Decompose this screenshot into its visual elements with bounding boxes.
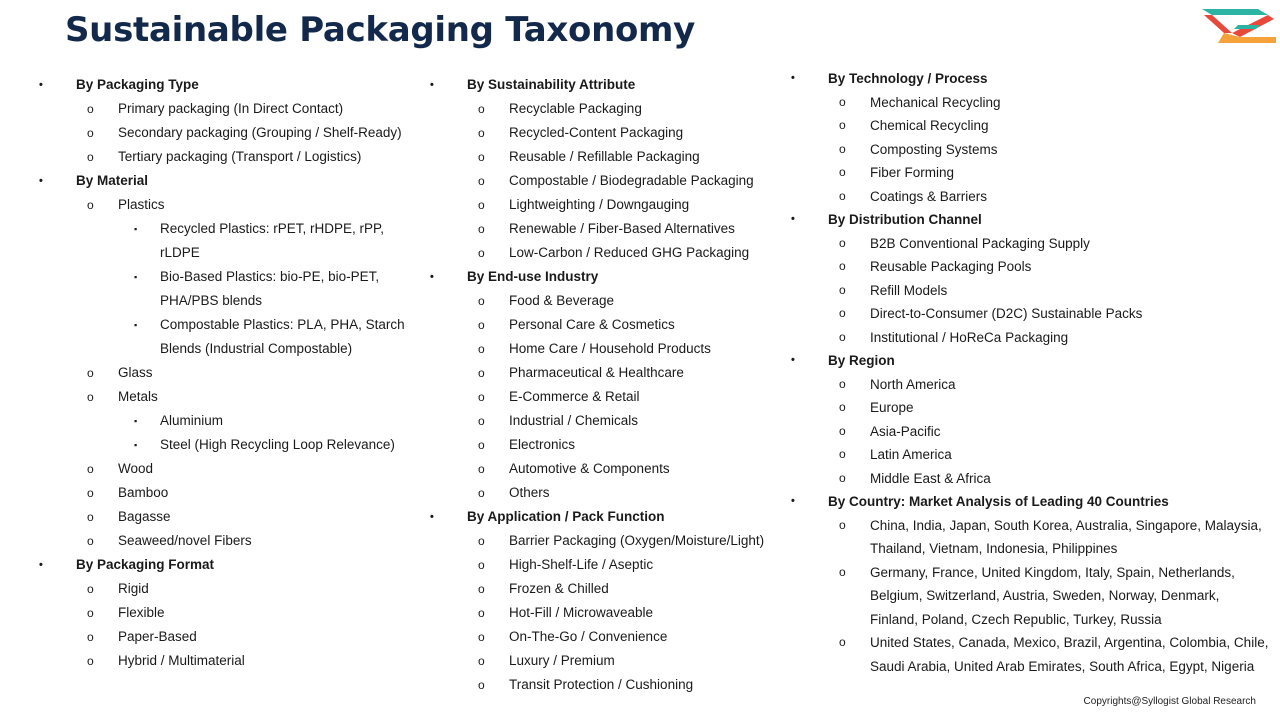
category-heading	[429, 505, 774, 529]
bullet-icon: o	[87, 582, 94, 596]
category-item	[790, 373, 1270, 397]
bullet-icon: o	[478, 174, 485, 188]
page-title: Sustainable Packaging Taxonomy	[65, 10, 696, 50]
category-heading-label: By Material	[76, 173, 149, 188]
taxonomy-column-3	[790, 67, 1270, 678]
category-item-label: Chemical Recycling	[870, 118, 989, 133]
category-item	[790, 255, 1270, 279]
bullet-icon: o	[478, 126, 485, 140]
category-item	[38, 385, 418, 409]
category-subitem	[38, 313, 418, 361]
bullet-icon: o	[839, 118, 846, 132]
category-subitem-label: Compostable Plastics: PLA, PHA, Starch Blends (Industrial Compostable)	[160, 317, 405, 356]
bullet-icon: ▪	[134, 224, 138, 234]
category-item	[429, 289, 774, 313]
category-heading-label: By Technology / Process	[828, 71, 988, 86]
category-heading-label: By Packaging Format	[76, 557, 215, 572]
bullet-icon: o	[478, 246, 485, 260]
bullet-icon: o	[478, 294, 485, 308]
category-item	[429, 553, 774, 577]
category-item	[429, 121, 774, 145]
category-item	[38, 145, 418, 169]
bullet-icon: o	[87, 102, 94, 116]
category-item-label: Secondary packaging (Grouping / Shelf-Ready)	[118, 125, 402, 140]
taxonomy-column-1	[38, 73, 418, 673]
category-item-label: Plastics	[118, 197, 165, 212]
category-heading	[790, 208, 1270, 232]
bullet-icon: •	[791, 72, 795, 84]
bullet-icon: o	[478, 582, 485, 596]
company-logo	[1198, 3, 1280, 51]
category-item	[38, 457, 418, 481]
category-item	[429, 457, 774, 481]
bullet-icon: o	[478, 654, 485, 668]
taxonomy-column-2	[429, 73, 774, 697]
bullet-icon: o	[87, 486, 94, 500]
category-item-label: China, India, Japan, South Korea, Australia, Singapore, Malaysia, Thailand, Vietnam, Indonesia, Philippines	[870, 517, 1262, 556]
bullet-icon: o	[87, 462, 94, 476]
category-heading-label: By Distribution Channel	[828, 212, 982, 227]
bullet-icon: o	[839, 564, 846, 579]
bullet-icon: o	[87, 126, 94, 140]
category-item	[429, 217, 774, 241]
category-item-label: Reusable Packaging Pools	[870, 259, 1032, 274]
category-item-label: Germany, France, United Kingdom, Italy, Spain, Netherlands, Belgium, Switzerland, Austria, Sweden, Norway, Denmark, Finland, Poland, Czech Republic, Turkey, Russia	[870, 564, 1235, 627]
category-item-label: Reusable / Refillable Packaging	[509, 149, 700, 164]
category-item	[38, 649, 418, 673]
category-item	[429, 577, 774, 601]
category-item	[429, 313, 774, 337]
category-item-label: Food & Beverage	[509, 293, 615, 308]
category-item	[38, 97, 418, 121]
bullet-icon: o	[87, 198, 94, 212]
category-item-label: United States, Canada, Mexico, Brazil, Argentina, Colombia, Chile, Saudi Arabia, United Arab Emirates, South Africa, Egypt, Nigeria	[870, 635, 1269, 674]
category-subitem-label: Aluminium	[160, 413, 224, 428]
category-heading-label: By Country: Market Analysis of Leading 40 Countries	[828, 494, 1169, 509]
category-heading-label: By Sustainability Attribute	[467, 77, 636, 92]
category-item	[429, 241, 774, 265]
category-item	[429, 337, 774, 361]
category-item-label: Seaweed/novel Fibers	[118, 533, 252, 548]
bullet-icon: o	[87, 630, 94, 644]
category-item	[429, 625, 774, 649]
category-item-label: Barrier Packaging (Oxygen/Moisture/Light)	[509, 533, 765, 548]
category-item	[429, 97, 774, 121]
category-item-label: Lightweighting / Downgauging	[509, 197, 690, 212]
category-heading-label: By Region	[828, 353, 895, 368]
category-item-label: B2B Conventional Packaging Supply	[870, 235, 1090, 251]
category-heading	[38, 169, 418, 193]
bullet-icon: o	[478, 318, 485, 332]
bullet-icon: o	[478, 630, 485, 644]
category-subitem-label: Bio-Based Plastics: bio-PE, bio-PET, PHA/PBS blends	[160, 269, 380, 308]
category-item-label: Coatings & Barriers	[870, 188, 988, 204]
bullet-icon: •	[430, 271, 434, 283]
category-item	[429, 169, 774, 193]
category-item-label: Asia-Pacific	[870, 423, 941, 439]
bullet-icon: o	[839, 400, 846, 414]
bullet-icon: o	[87, 606, 94, 620]
category-item	[429, 193, 774, 217]
category-subitem	[38, 265, 418, 313]
category-item	[38, 481, 418, 505]
bullet-icon: o	[478, 198, 485, 212]
category-item	[429, 673, 774, 697]
bullet-icon: o	[478, 150, 485, 164]
category-item-label: Fiber Forming	[870, 165, 955, 180]
category-item	[790, 161, 1270, 185]
category-item	[38, 505, 418, 529]
category-heading	[38, 553, 418, 577]
category-item-label: Pharmaceutical & Healthcare	[509, 365, 684, 380]
category-heading	[790, 490, 1270, 514]
category-item	[790, 443, 1270, 467]
category-item-label: Mechanical Recycling	[870, 94, 1001, 110]
bullet-icon: o	[478, 102, 485, 116]
category-item-label: Institutional / HoReCa Packaging	[870, 329, 1069, 345]
category-item-label: Renewable / Fiber-Based Alternatives	[509, 221, 735, 236]
category-heading	[429, 73, 774, 97]
category-heading-label: By Application / Pack Function	[467, 509, 665, 524]
category-item-label: Bagasse	[118, 509, 171, 524]
bullet-icon: •	[39, 175, 43, 187]
category-item	[790, 138, 1270, 162]
category-item-label: Europe	[870, 400, 914, 415]
category-item-label: Middle East & Africa	[870, 470, 991, 486]
bullet-icon: o	[839, 306, 846, 320]
category-item-label: Composting Systems	[870, 141, 998, 157]
bullet-icon: o	[839, 259, 846, 273]
category-item	[38, 601, 418, 625]
category-item	[790, 279, 1270, 303]
category-heading	[790, 349, 1270, 373]
category-item-label: Hot-Fill / Microwaveable	[509, 605, 654, 620]
bullet-icon: •	[791, 354, 795, 366]
category-item-label: Hybrid / Multimaterial	[118, 653, 245, 668]
category-item	[790, 114, 1270, 138]
bullet-icon: o	[478, 390, 485, 404]
category-item-label: Flexible	[118, 605, 165, 620]
bullet-icon: o	[839, 94, 846, 109]
category-item	[38, 361, 418, 385]
bullet-icon: •	[39, 79, 43, 91]
category-item	[38, 625, 418, 649]
bullet-icon: •	[430, 79, 434, 91]
category-item	[790, 185, 1270, 209]
category-item-label: Glass	[118, 365, 153, 380]
bullet-icon: o	[839, 141, 846, 156]
category-subitem	[38, 217, 418, 265]
category-item-label: Refill Models	[870, 282, 948, 298]
bullet-icon: o	[839, 235, 846, 250]
category-item	[790, 396, 1270, 420]
bullet-icon: o	[839, 635, 846, 649]
bullet-icon: •	[791, 495, 795, 507]
bullet-icon: o	[839, 517, 846, 532]
category-item	[790, 326, 1270, 350]
category-item-label: Others	[509, 485, 550, 500]
category-heading-label: By End-use Industry	[467, 269, 599, 284]
category-heading	[38, 73, 418, 97]
bullet-icon: o	[839, 447, 846, 461]
category-heading-label: By Packaging Type	[76, 77, 199, 92]
bullet-icon: ▪	[134, 440, 138, 450]
category-item	[429, 361, 774, 385]
category-item-label: E-Commerce & Retail	[509, 389, 640, 404]
bullet-icon: ▪	[134, 320, 138, 330]
bullet-icon: o	[87, 150, 94, 164]
copyright-notice: Copyrights@Syllogist Global Research	[1083, 696, 1256, 707]
category-item	[38, 193, 418, 217]
category-item-label: On-The-Go / Convenience	[509, 629, 668, 644]
category-item-label: Recycled-Content Packaging	[509, 125, 684, 140]
bullet-icon: o	[478, 462, 485, 476]
category-item-label: Electronics	[509, 437, 576, 452]
bullet-icon: o	[478, 222, 485, 236]
bullet-icon: o	[87, 390, 94, 404]
bullet-icon: o	[478, 606, 485, 620]
bullet-icon: o	[478, 534, 485, 548]
bullet-icon: •	[791, 213, 795, 225]
category-subitem	[38, 409, 418, 433]
category-item-label: Recyclable Packaging	[509, 101, 642, 116]
bullet-icon: o	[839, 470, 846, 485]
bullet-icon: o	[839, 329, 846, 344]
category-item	[429, 649, 774, 673]
category-item	[790, 514, 1270, 561]
category-item	[790, 467, 1270, 491]
bullet-icon: o	[87, 534, 94, 548]
bullet-icon: o	[87, 510, 94, 524]
category-subitem	[38, 433, 418, 457]
category-item	[38, 529, 418, 553]
category-item-label: Home Care / Household Products	[509, 341, 711, 356]
bullet-icon: o	[839, 282, 846, 297]
category-item-label: Metals	[118, 389, 158, 404]
category-item-label: Low-Carbon / Reduced GHG Packaging	[509, 245, 750, 260]
category-item	[429, 601, 774, 625]
bullet-icon: o	[839, 376, 846, 391]
bullet-icon: o	[839, 188, 846, 203]
category-subitem-label: Steel (High Recycling Loop Relevance)	[160, 437, 395, 452]
category-item	[790, 420, 1270, 444]
category-item	[790, 91, 1270, 115]
category-item	[38, 121, 418, 145]
category-item-label: Compostable / Biodegradable Packaging	[509, 173, 754, 188]
category-item-label: Direct-to-Consumer (D2C) Sustainable Packs	[870, 306, 1143, 321]
category-item	[38, 577, 418, 601]
category-item	[790, 302, 1270, 326]
category-item	[429, 385, 774, 409]
category-item-label: Frozen & Chilled	[509, 581, 609, 596]
bullet-icon: o	[87, 366, 94, 380]
category-item	[429, 433, 774, 457]
bullet-icon: o	[839, 423, 846, 438]
category-item-label: North America	[870, 376, 956, 392]
category-item-label: Personal Care & Cosmetics	[509, 317, 675, 332]
bullet-icon: o	[87, 654, 94, 668]
bullet-icon: o	[839, 165, 846, 179]
category-item-label: Industrial / Chemicals	[509, 413, 639, 428]
bullet-icon: o	[478, 414, 485, 428]
category-item	[429, 529, 774, 553]
bullet-icon: •	[430, 511, 434, 523]
bullet-icon: ▪	[134, 272, 138, 282]
bullet-icon: ▪	[134, 416, 138, 426]
category-item-label: Paper-Based	[118, 629, 197, 644]
bullet-icon: •	[39, 559, 43, 571]
category-item-label: Latin America	[870, 447, 952, 462]
category-item-label: Luxury / Premium	[509, 653, 615, 668]
bullet-icon: o	[478, 342, 485, 356]
category-item	[429, 409, 774, 433]
category-heading	[790, 67, 1270, 91]
bullet-icon: o	[478, 558, 485, 572]
category-item	[429, 145, 774, 169]
bullet-icon: o	[478, 486, 485, 500]
category-item	[429, 481, 774, 505]
bullet-icon: o	[478, 366, 485, 380]
category-item-label: Primary packaging (In Direct Contact)	[118, 101, 344, 116]
bullet-icon: o	[478, 438, 485, 452]
category-subitem-label: Recycled Plastics: rPET, rHDPE, rPP, rLDPE	[160, 221, 385, 260]
category-item	[790, 232, 1270, 256]
category-item-label: Wood	[118, 461, 154, 476]
category-item	[790, 561, 1270, 632]
category-item-label: Tertiary packaging (Transport / Logistics)	[118, 149, 362, 164]
category-item	[790, 631, 1270, 678]
category-item-label: Automotive & Components	[509, 461, 670, 476]
category-item-label: High-Shelf-Life / Aseptic	[509, 557, 654, 572]
category-item-label: Rigid	[118, 581, 149, 596]
bullet-icon: o	[478, 678, 485, 692]
category-item-label: Transit Protection / Cushioning	[509, 677, 694, 692]
category-heading	[429, 265, 774, 289]
category-item-label: Bamboo	[118, 485, 169, 500]
